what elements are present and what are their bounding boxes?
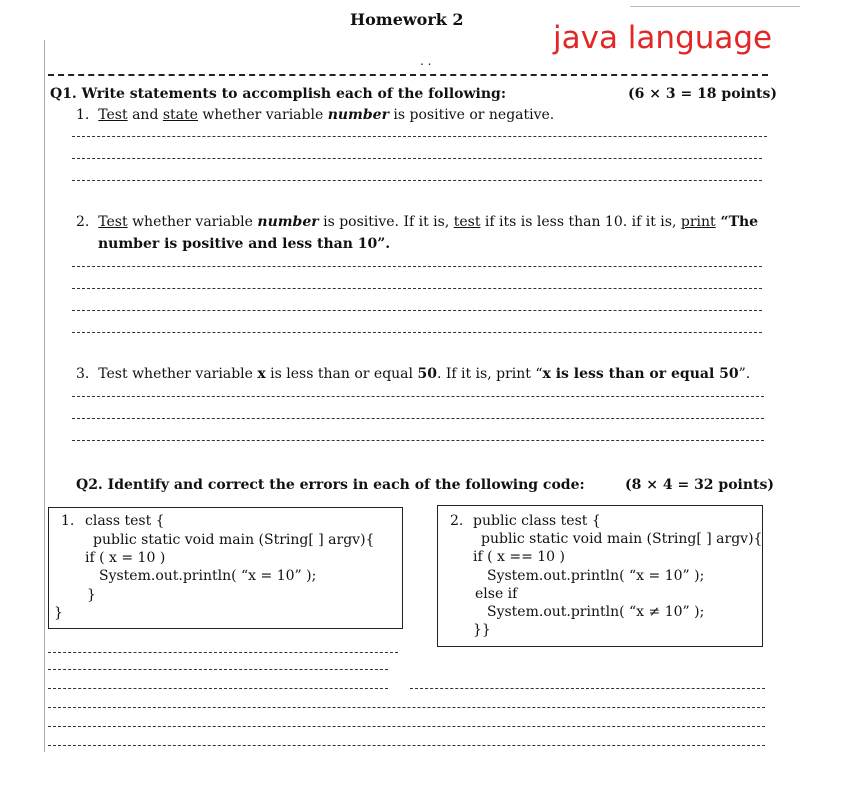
word-state: state <box>162 107 198 123</box>
answer-line <box>48 669 388 670</box>
code-box-2 <box>437 505 763 647</box>
word-number: number <box>257 214 319 230</box>
answer-line <box>48 745 765 746</box>
text: . If it is, print “ <box>436 366 543 382</box>
code-number: 2. <box>450 513 464 529</box>
text: Test whether variable <box>98 366 258 382</box>
code-box-1 <box>48 507 403 629</box>
answer-line <box>72 266 762 267</box>
item-number: 3. <box>76 366 90 382</box>
answer-line <box>48 726 765 727</box>
q1-item-3 <box>76 366 750 382</box>
answer-line <box>72 396 764 397</box>
answer-line <box>72 136 767 137</box>
code-line: if ( x == 10 ) <box>473 549 566 565</box>
page-title: Homework 2 <box>350 10 464 29</box>
code-line: else if <box>475 586 518 602</box>
code-line: System.out.println( “x = 10” ); <box>487 568 705 584</box>
answer-line <box>72 440 764 441</box>
answer-line <box>48 707 765 708</box>
var-x: x <box>257 366 266 382</box>
q1-item-1 <box>76 107 554 123</box>
code-line: } <box>87 587 96 603</box>
item-number: 1. <box>76 107 90 123</box>
text: ”. <box>738 366 751 382</box>
text: “The <box>715 214 759 230</box>
top-rule <box>630 6 800 7</box>
text: is positive. If it is, <box>318 214 454 230</box>
word-print: print <box>680 214 716 230</box>
answer-line <box>72 158 762 159</box>
value-50: 50 <box>417 366 437 382</box>
text: if its is less than 10. if it is, <box>480 214 681 230</box>
code-number: 1. <box>61 513 75 529</box>
section-divider <box>48 74 768 76</box>
word-test: Test <box>98 107 128 123</box>
code-line: public static void main (String[ ] argv){ <box>93 532 375 548</box>
language-annotation: java language <box>553 20 773 56</box>
code-line: class test { <box>85 513 165 529</box>
text: and <box>127 107 163 123</box>
item-number: 2. <box>76 214 90 230</box>
code-line: System.out.println( “x ≠ 10” ); <box>487 604 705 620</box>
code-line: public class test { <box>473 513 601 529</box>
text: is positive or negative. <box>388 107 555 123</box>
answer-line <box>48 688 388 689</box>
print-text: x is less than or equal 50 <box>542 366 739 382</box>
code-line: } <box>54 605 63 621</box>
answer-line <box>72 310 762 311</box>
q2-label: Q2. Identify and correct the errors in each of the following code: <box>76 477 585 493</box>
text: is less than or equal <box>265 366 418 382</box>
q1-item-2-line2: number is positive and less than 10”. <box>98 236 391 252</box>
q1-label: Q1. Write statements to accomplish each of the following: <box>50 86 507 102</box>
answer-line <box>72 332 762 333</box>
answer-line <box>410 688 765 689</box>
word-test: test <box>453 214 481 230</box>
answer-line <box>72 288 762 289</box>
code-line: System.out.println( “x = 10” ); <box>99 568 317 584</box>
text: whether variable <box>197 107 328 123</box>
q1-points: (6 × 3 = 18 points) <box>628 86 778 102</box>
code-line: if ( x = 10 ) <box>85 550 166 566</box>
answer-line <box>72 418 764 419</box>
q2-points: (8 × 4 = 32 points) <box>625 477 775 493</box>
text: whether variable <box>127 214 258 230</box>
word-number: number <box>327 107 389 123</box>
dots: . . <box>420 54 432 68</box>
left-margin-rule <box>44 40 45 752</box>
code-line: }} <box>473 622 491 638</box>
q1-item-2 <box>76 214 758 230</box>
answer-line <box>48 652 398 653</box>
word-test: Test <box>98 214 128 230</box>
answer-line <box>72 180 762 181</box>
code-line: public static void main (String[ ] argv){ <box>481 531 763 547</box>
